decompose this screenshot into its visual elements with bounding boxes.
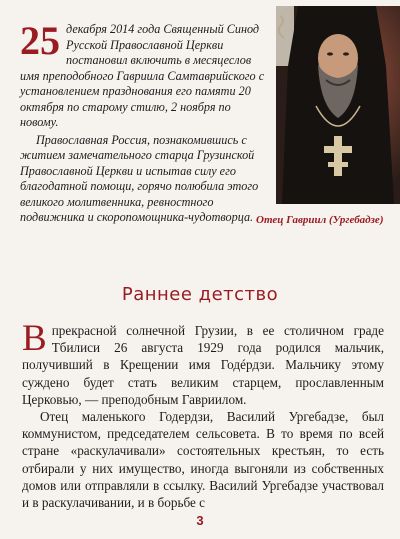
- portrait-illustration: [276, 6, 400, 204]
- date-dropcap: 25: [20, 18, 60, 63]
- portrait-photo: [276, 6, 400, 204]
- dropcap-initial: В: [22, 318, 47, 359]
- intro-paragraph-2: Православная Россия, познакомившись с житием замечательного старца Грузинской Православной Церкви и испытав силу его благодатной помощи, горячо полюбила этого великого молитвенника, ревностного подвижника и скоропомощника-чудотворца.: [20, 132, 259, 224]
- section-heading: Раннее детство: [121, 284, 279, 305]
- main-text: [22, 318, 384, 511]
- photo-caption: Отец Гавриил (Ургебадзе): [256, 214, 384, 226]
- intro-text: [20, 18, 268, 226]
- main-paragraph-2: Отец маленького Годердзи, Василий Ургебадзе, был коммунистом, председателем сельсовета. В то время по всей стране «раскулачивали» состоятельных крестьян, то есть отбирали у них имущество, иногда выгоняли из собственных домов или отправляли в ссылку. Василий Ургебадзе участвовал и в раскулачивании, и в борьбе с: [22, 409, 384, 511]
- intro-paragraph-1: [20, 18, 268, 131]
- intro-paragraph-1-text: декабря 2014 года Священный Синод Русской Православной Церкви постановил включить в месяцеслов имя преподобного Гавриила Самтаврийского с установлением празднования его памяти 20 октября по старому стилю, 2 ноября по новому.: [20, 22, 265, 129]
- main-paragraph-1: [22, 318, 384, 408]
- main-paragraph-1-text: прекрасной солнечной Грузии, в ее столичном граде Тбилиси 26 августа 1929 года родился мальчик, получивший в Крещении имя Годéрдзи. Мальчику этому суждено будет стать великим старцем, прославленным Церковью, — преподобным Гавриилом.: [22, 323, 384, 407]
- page-number: 3: [196, 513, 204, 528]
